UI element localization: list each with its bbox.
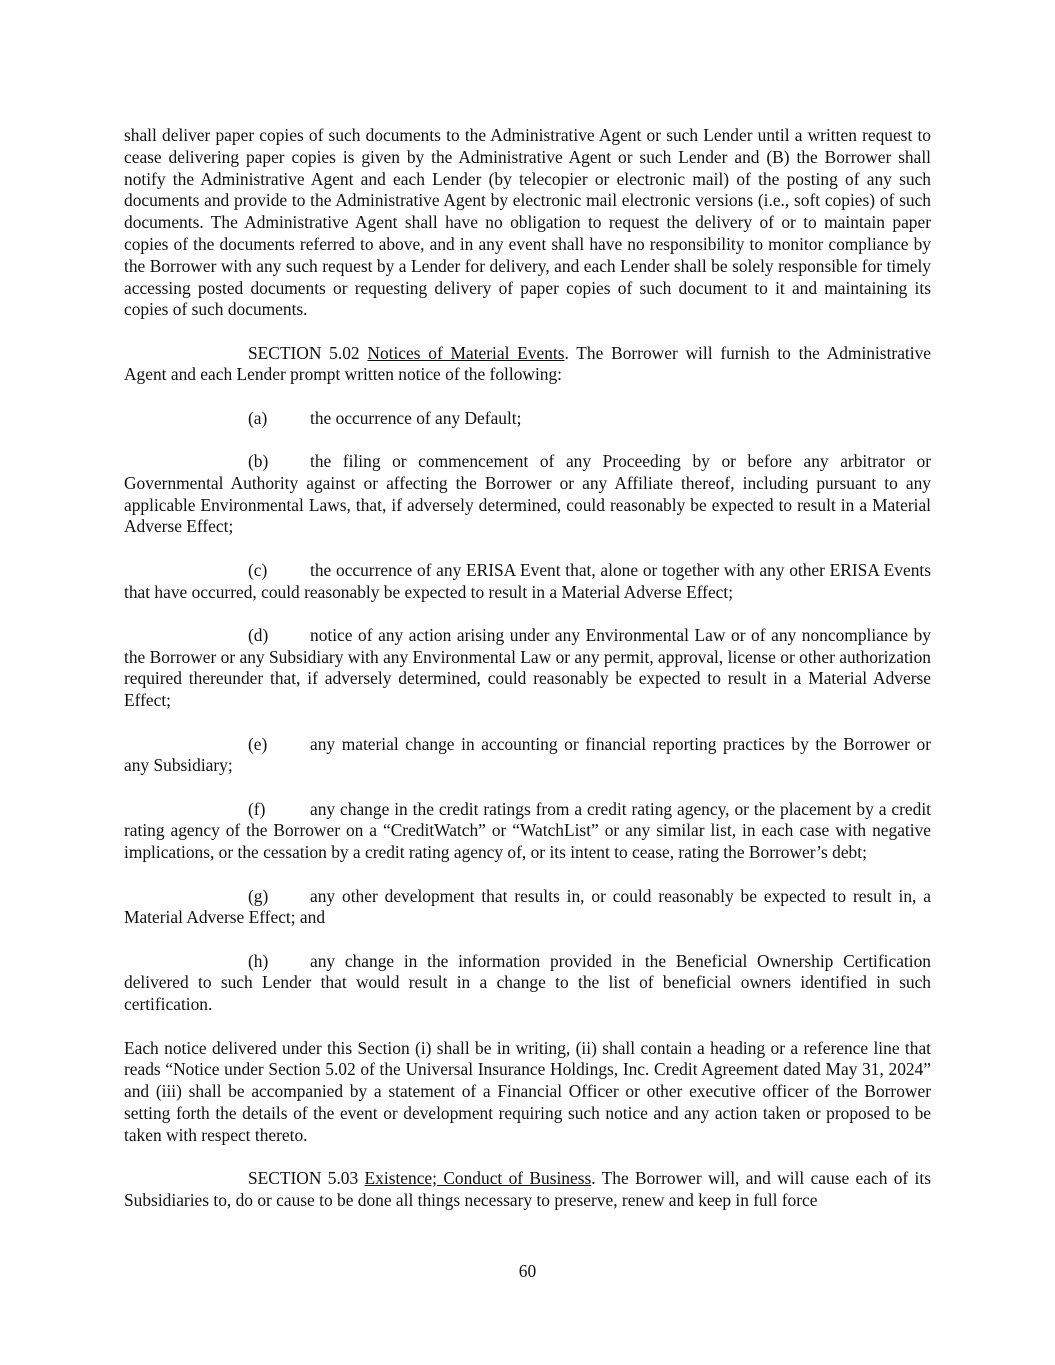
- section-5-03-title: Existence; Conduct of Business: [364, 1167, 592, 1188]
- notice-paragraph: Each notice delivered under this Section (i) shall be in writing, (ii) shall contain a heading or a reference line that reads “Notice under Section 5.02 of the Universal Insurance Holdings, Inc. Credit Agreement dated May 31, 2024” and (iii) shall be accompanied by a statement of a Financial Officer or other executive officer of the Borrower setting forth the details of the event or development requiring such notice and any action taken or proposed to be taken with respect thereto.: [124, 1037, 931, 1145]
- list-item: [124, 408, 931, 430]
- item-text: the filing or commencement of any Proceeding by or before any arbitrator or Governmental Authority against or affecting the Borrower or any Affiliate thereof, including pursuant to any applicable Environmental Laws, that, if adversely determined, could reasonably be expected to result in a Material Adverse Effect;: [124, 451, 931, 537]
- item-text: any change in the credit ratings from a credit rating agency, or the placement by a credit rating agency of the Borrower on a “CreditWatch” or “WatchList” or any similar list, in each case with negative implications, or the cessation by a credit rating agency of, or its intent to cease, rating the Borrower’s debt;: [124, 798, 931, 863]
- item-text: any material change in accounting or financial reporting practices by the Borrower or any Subsidiary;: [124, 733, 931, 776]
- item-label: (a): [248, 407, 268, 428]
- item-label: (c): [248, 559, 268, 580]
- item-label: (b): [248, 451, 269, 472]
- list-item: [124, 951, 931, 1016]
- item-text: notice of any action arising under any Environmental Law or of any noncompliance by the Borrower or any Subsidiary with any Environmental Law or any permit, approval, license or other authorization required thereunder that, if adversely determined, could reasonably be expected to result in a Material Adverse Effect;: [124, 624, 931, 711]
- item-label: (h): [248, 950, 269, 971]
- section-5-02-paragraph: [124, 343, 931, 387]
- section-5-02-text: . The Borrower will furnish to the Administrative Agent and each Lender prompt written notice of the following:: [124, 342, 931, 385]
- section-5-02-title: Notices of Material Events: [367, 342, 565, 363]
- list-item: [124, 799, 931, 864]
- intro-paragraph: shall deliver paper copies of such documents to the Administrative Agent or such Lender until a written request to cease delivering paper copies is given by the Administrative Agent or such Lender and (B) the Borrower shall notify the Administrative Agent and each Lender (by telecopier or electronic mail) of the posting of any such documents and provide to the Administrative Agent by electronic mail electronic versions (i.e., soft copies) of such documents. The Administrative Agent shall have no obligation to request the delivery of or to maintain paper copies of the documents referred to above, and in any event shall have no responsibility to monitor compliance by the Borrower with any such request by a Lender for delivery, and each Lender shall be solely responsible for timely accessing posted documents or requesting delivery of paper copies of such document to it and maintaining its copies of such documents.: [124, 125, 931, 320]
- list-item: [124, 886, 931, 930]
- list-item: [124, 451, 931, 538]
- section-5-02-number: SECTION 5.02: [248, 342, 360, 363]
- page-body: [124, 125, 931, 1212]
- item-label: (g): [248, 885, 269, 906]
- item-label: (e): [248, 733, 268, 754]
- section-5-03-paragraph: [124, 1168, 931, 1212]
- page-number: 60: [518, 1261, 537, 1281]
- item-text: any change in the information provided in the Beneficial Ownership Certification delivered to such Lender that would result in a change to the list of beneficial owners identified in such certification.: [124, 950, 931, 1015]
- item-text: the occurrence of any ERISA Event that, alone or together with any other ERISA Events that have occurred, could reasonably be expected to result in a Material Adverse Effect;: [124, 559, 931, 602]
- item-text: any other development that results in, or could reasonably be expected to result in, a Material Adverse Effect; and: [124, 885, 931, 928]
- item-label: (d): [248, 624, 269, 645]
- section-5-03-text: . The Borrower will, and will cause each of its Subsidiaries to, do or cause to be done all things necessary to preserve, renew and keep in full force: [124, 1167, 931, 1210]
- section-5-03-number: SECTION 5.03: [248, 1167, 359, 1188]
- item-label: (f): [248, 798, 266, 819]
- list-item: [124, 625, 931, 712]
- list-item: [124, 560, 931, 604]
- item-text: the occurrence of any Default;: [310, 407, 522, 428]
- list-item: [124, 734, 931, 778]
